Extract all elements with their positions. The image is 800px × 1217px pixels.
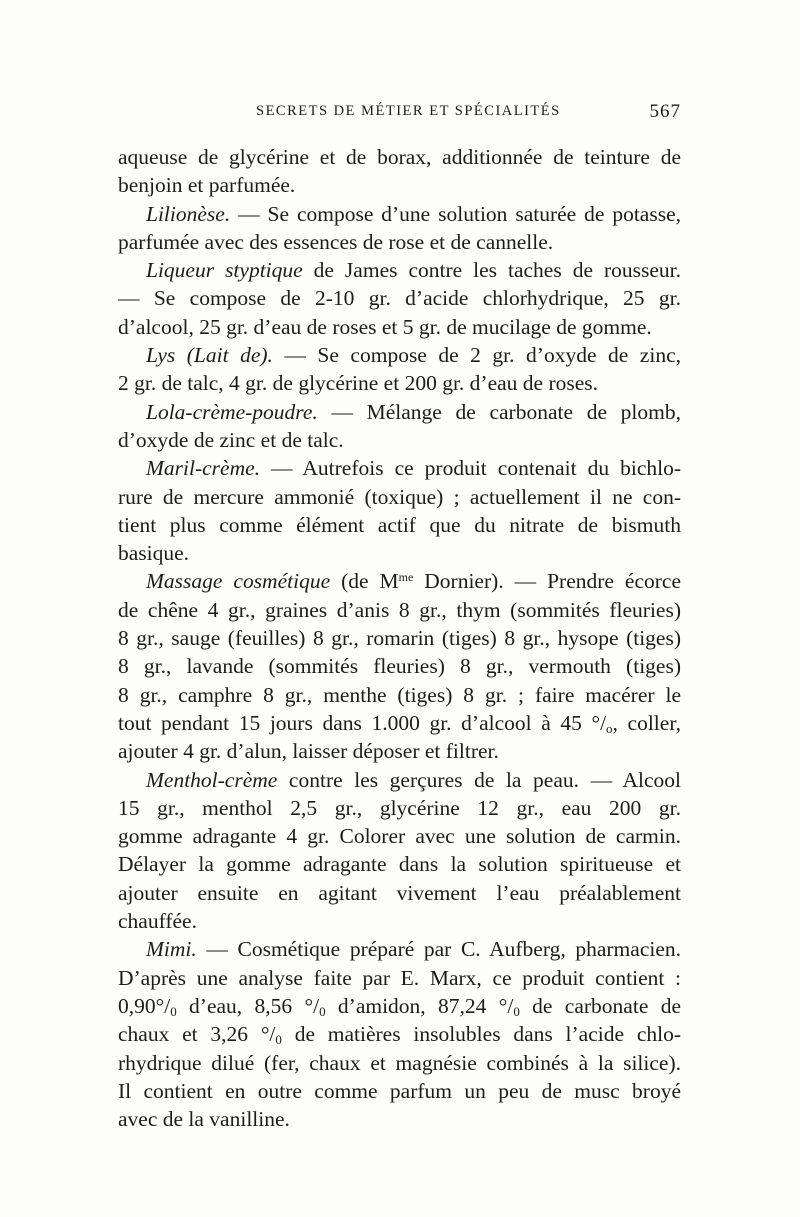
entry-term: Lola-crème-poudre. (146, 399, 318, 424)
body-text (118, 143, 681, 1133)
text-fragment: d’eau, 8,56 (176, 993, 305, 1018)
percent-symbol: °/ (155, 993, 171, 1018)
subscript: 0 (170, 1003, 177, 1019)
text-line: 15 gr., menthol 2,5 gr., glycérine 12 gr., eau 200 gr. (118, 795, 681, 820)
text-line: 8 gr., camphre 8 gr., menthe (tiges) 8 gr. ; faire macérer le (118, 682, 681, 707)
text-line: Délayer la gomme adragante dans la solution spiritueuse et (118, 852, 681, 877)
text-fragment: , coller, (612, 710, 681, 735)
entry-term: Maril-crème. (146, 456, 261, 481)
text-line (118, 709, 681, 737)
entry-massage-cosmetique (118, 567, 681, 595)
entry-term: Mimi. (146, 937, 197, 962)
text-line: d’oxyde de zinc et de talc. (118, 427, 344, 452)
entry-text: de James contre les taches de rousseur. (302, 258, 681, 283)
entry-mimi (118, 935, 681, 963)
text-fragment: tout pendant 15 jours dans 1.000 gr. d’alcool à 45 (118, 710, 592, 735)
entry-text: Dornier). — Prendre écorce (413, 569, 681, 594)
text-line: chauffée. (118, 909, 197, 934)
percent-sign (156, 994, 177, 1018)
running-head (118, 103, 681, 131)
text-line: de chêne 4 gr., graines d’anis 8 gr., thym (sommités fleuries) (118, 597, 681, 622)
percent-symbol: °/ (591, 710, 607, 735)
entry-text: — Se compose d’une solution saturée de potasse, (230, 201, 681, 226)
text-line: benjoin et parfumée. (118, 173, 296, 198)
entry-term: Lilionèse. (146, 201, 231, 226)
text-line: Il contient en outre comme parfum un peu de musc broyé (118, 1078, 681, 1103)
percent-symbol: °/ (304, 993, 320, 1018)
text-line: basique. (118, 541, 190, 566)
percent-sign (304, 994, 325, 1018)
entry-term: Liqueur styptique (146, 258, 303, 283)
text-line: rhydrique dilué (fer, chaux et magnésie combinés à la silice). (118, 1050, 681, 1075)
text-line (118, 1020, 681, 1048)
percent-symbol: °/ (260, 1022, 276, 1047)
text-line: 2 gr. de talc, 4 gr. de glycérine et 200 gr. d’eau de roses. (118, 371, 599, 396)
text-fragment: 0,90 (118, 993, 156, 1018)
entry-text: — Cosmétique préparé par C. Aufberg, pharmacien. (196, 937, 681, 962)
percent-sign (591, 711, 612, 735)
text-line: d’alcool, 25 gr. d’eau de roses et 5 gr. de mucilage de gomme. (118, 314, 652, 339)
text-fragment: de matières insolubles dans l’acide chlo- (281, 1022, 681, 1047)
entry-term: Menthol-crème (146, 767, 278, 792)
running-title: SECRETS DE MÉTIER ET SPÉCIALITÉS (256, 103, 561, 119)
text-fragment: de carbonate de (519, 993, 681, 1018)
entry-maril-creme (118, 454, 681, 482)
text-line: gomme adragante 4 gr. Colorer avec une solution de carmin. (118, 824, 681, 849)
text-fragment: chaux et 3,26 (118, 1022, 261, 1047)
subscript: o (606, 720, 613, 736)
superscript: me (398, 570, 414, 585)
text-line: tient plus comme élément actif que du nitrate de bismuth (118, 512, 681, 537)
entry-term: Massage cosmétique (146, 569, 331, 594)
text-line: rure de mercure ammonié (toxique) ; actuellement il ne con- (118, 484, 681, 509)
entry-lilionese (118, 200, 681, 228)
text-line (118, 992, 681, 1020)
text-line: D’après une analyse faite par E. Marx, ce produit contient : (118, 965, 681, 990)
entry-lys (118, 341, 681, 369)
text-line: ajouter 4 gr. d’alun, laisser déposer et filtrer. (118, 739, 499, 764)
subscript: 0 (513, 1003, 520, 1019)
entry-term: Lys (Lait de). (146, 343, 273, 368)
entry-text: — Autrefois ce produit contenait du bichlo- (260, 456, 681, 481)
page-number: 567 (649, 101, 681, 122)
entry-text: — Mélange de carbonate de plomb, (317, 399, 681, 424)
percent-symbol: °/ (498, 993, 514, 1018)
entry-text: — Se compose de 2 gr. d’oxyde de zinc, (272, 343, 681, 368)
text-line: avec de la vanilline. (118, 1107, 290, 1132)
text-line: 8 gr., sauge (feuilles) 8 gr., romarin (tiges) 8 gr., hysope (tiges) (118, 626, 681, 651)
text-line: ajouter ensuite en agitant vivement l’eau préalablement (118, 880, 681, 905)
subscript: 0 (275, 1032, 282, 1048)
entry-liqueur-styptique (118, 256, 681, 284)
text-line: 8 gr., lavande (sommités fleuries) 8 gr., vermouth (tiges) (118, 654, 681, 679)
percent-sign (499, 994, 520, 1018)
entry-text: contre les gerçures de la peau. — Alcool (277, 767, 681, 792)
entry-text: (de M (330, 569, 399, 594)
text-line: parfumée avec des essences de rose et de cannelle. (118, 229, 554, 254)
subscript: 0 (319, 1003, 326, 1019)
text-fragment: d’amidon, 87,24 (325, 993, 499, 1018)
text-line: aqueuse de glycérine et de borax, additionnée de teinture de (118, 145, 681, 169)
percent-sign (261, 1022, 282, 1046)
text-line: — Se compose de 2-10 gr. d’acide chlorhydrique, 25 gr. (118, 286, 681, 311)
entry-menthol-creme (118, 766, 681, 794)
entry-lola-creme-poudre (118, 398, 681, 426)
